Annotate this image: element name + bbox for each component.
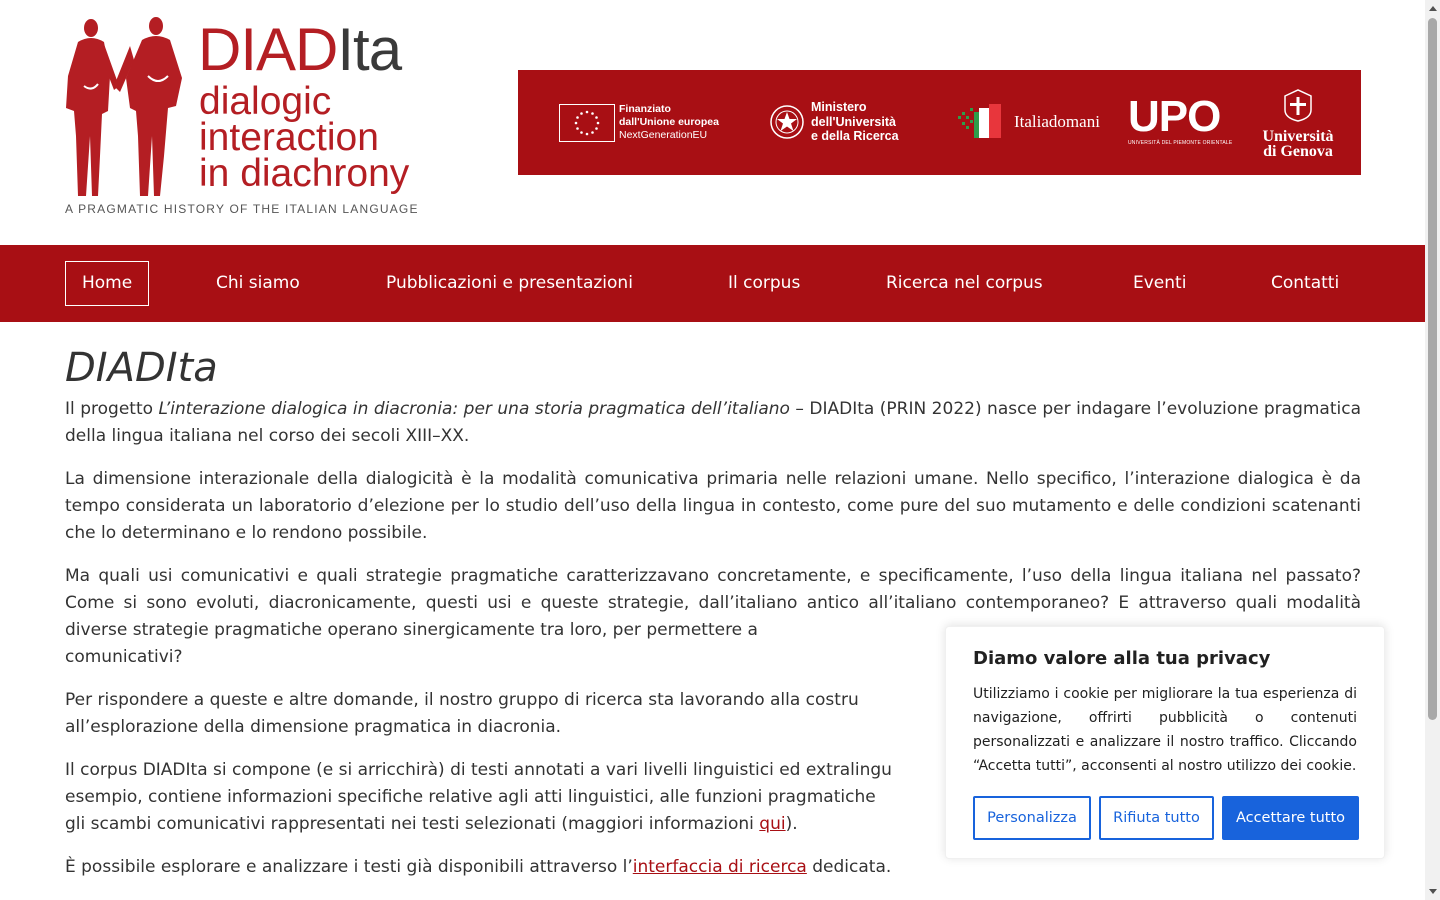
italian-emblem-icon (769, 102, 805, 142)
unige-text-line: di Genova (1263, 143, 1333, 160)
logo-subtitle (199, 80, 410, 195)
mur-text (811, 100, 899, 144)
sponsor-banner (518, 70, 1361, 175)
paragraph-text: gli scambi comunicativi rappresentati nei testi selezionati (maggiori informazioni (65, 814, 760, 834)
paragraph-dialogicity: La dimensione interazionale della dialogicità è la modalità comunicativa primaria nelle relazioni umane. Nello specifico, l’interazione dialogica è da tempo considerata un laboratorio d’elezione per lo studio dell’uso della lingua in contesto, come pure del suo mutamento e delle condizioni scatenanti che lo determinano e lo rendono possibile. (65, 469, 1361, 543)
scroll-down-arrow-icon[interactable] (1429, 889, 1437, 894)
logo-figures-icon (64, 16, 189, 198)
paragraph-text: Ma quali usi comunicativi e quali strategie pragmatiche caratterizzavano concretamente, e specificamente, l’uso della lingua italiana nel passato? Come si sono evoluti, diacronicamente, questi usi e queste strategie, dall’italiano antico all’italiano contemporaneo? E attraverso quali modalità diverse strategie pragmatiche operano sinergicamente tra loro, per permettere a (65, 566, 1361, 640)
cookie-consent-banner (945, 626, 1385, 859)
paragraph-text: Il corpus DIADIta si compone (e si arricchirà) di testi annotati a vari livelli linguistici ed extralingu (65, 760, 892, 780)
mur-text-line: Ministero (811, 100, 867, 114)
cookie-title: Diamo valore alla tua privacy (973, 648, 1271, 669)
unige-crest-icon (1283, 88, 1313, 122)
paragraph-text: all’esplorazione della dimensione pragmatica in diacronia. (65, 717, 562, 737)
intro-paragraph (65, 396, 1361, 450)
paragraph-text: comunicativi? (65, 647, 183, 667)
cookie-buttons (973, 796, 1359, 840)
paragraph-text: – DIADIta (PRIN 2022) nasce per indagare l’evoluzione pragmatica della lingua italiana nel corso dei secoli XIII–XX. (65, 399, 1362, 446)
paragraph-text: È possibile esplorare e analizzare i testi già disponibili attraverso l’ (65, 857, 633, 877)
eu-text-line: NextGenerationEU (619, 129, 708, 141)
italiadomani-logo (956, 102, 1100, 142)
customize-button[interactable]: Personalizza (973, 796, 1091, 840)
nav-item-home[interactable]: Home (65, 261, 149, 306)
upo-subtext: UNIVERSITÀ DEL PIEMONTE ORIENTALE (1128, 140, 1233, 146)
italiadomani-text: Italiadomani (1014, 112, 1100, 131)
logo-tagline: A PRAGMATIC HISTORY OF THE ITALIAN LANGUAGE (65, 202, 419, 216)
scroll-up-arrow-icon[interactable] (1429, 6, 1437, 11)
page-scrollbar[interactable] (1425, 0, 1440, 900)
paragraph-text: dedicata. (806, 857, 892, 877)
eu-text-line: dall'Unione europea (619, 116, 719, 128)
upo-text: UPO (1128, 92, 1221, 141)
logo-title-red: DIAD (198, 16, 338, 83)
nav-item-contatti[interactable]: Contatti (1271, 273, 1340, 293)
scroll-thumb[interactable] (1428, 18, 1437, 720)
more-info-link[interactable]: qui (759, 814, 786, 834)
accept-all-button[interactable]: Accettare tutto (1222, 796, 1359, 840)
search-interface-link[interactable]: interfaccia di ricerca (632, 857, 807, 877)
page-title: DIADIta (65, 345, 218, 391)
paragraph-text: esempio, contiene informazioni specifiche relative agli atti linguistici, alle funzioni pragmatiche (65, 787, 876, 807)
nav-item-ricerca-nel-corpus[interactable]: Ricerca nel corpus (886, 273, 1043, 293)
logo-subtitle-line: dialogic (199, 80, 332, 123)
nav-item-chi-siamo[interactable]: Chi siamo (216, 273, 300, 293)
reject-all-button[interactable]: Rifiuta tutto (1099, 796, 1214, 840)
paragraph-text: Il progetto (65, 399, 159, 419)
mur-text-line: dell'Università (811, 114, 896, 129)
eu-funding-logo (559, 103, 719, 142)
main-nav (0, 245, 1425, 322)
logo-title (198, 18, 401, 82)
upo-logo (1128, 92, 1233, 146)
unige-logo (1253, 88, 1343, 159)
nav-item-il-corpus[interactable]: Il corpus (728, 273, 801, 293)
logo-subtitle-line: in diachrony (199, 152, 410, 195)
logo-subtitle-line: interaction (199, 116, 379, 159)
unige-text-line: Università (1262, 128, 1334, 145)
site-logo[interactable] (64, 14, 424, 219)
eu-funding-text (619, 103, 719, 142)
project-title: L’interazione dialogica in diacronia: per una storia pragmatica dell’italiano (158, 399, 790, 419)
italiadomani-flag-icon (956, 102, 1010, 142)
site-header (0, 0, 1425, 245)
nav-item-pubblicazioni[interactable]: Pubblicazioni e presentazioni (386, 273, 633, 293)
mur-text-line: e della Ricerca (811, 129, 899, 143)
eu-flag-icon (559, 104, 615, 142)
logo-title-grey: Ita (337, 16, 402, 83)
eu-text-line: Finanziato (619, 103, 671, 115)
nav-item-eventi[interactable]: Eventi (1133, 273, 1187, 293)
paragraph-text: Per rispondere a queste e altre domande, il nostro gruppo di ricerca sta lavorando alla costru (65, 690, 859, 710)
cookie-description: Utilizziamo i cookie per migliorare la tua esperienza di navigazione, offrirti pubblicità o contenuti personalizzati e analizzare il nostro traffico. Cliccando “Accetta tutti”, acconsenti al nostro utilizzo dei cookie. (973, 686, 1357, 774)
mur-logo (769, 100, 899, 144)
unige-text (1253, 129, 1343, 159)
paragraph-text: ). (785, 814, 798, 834)
